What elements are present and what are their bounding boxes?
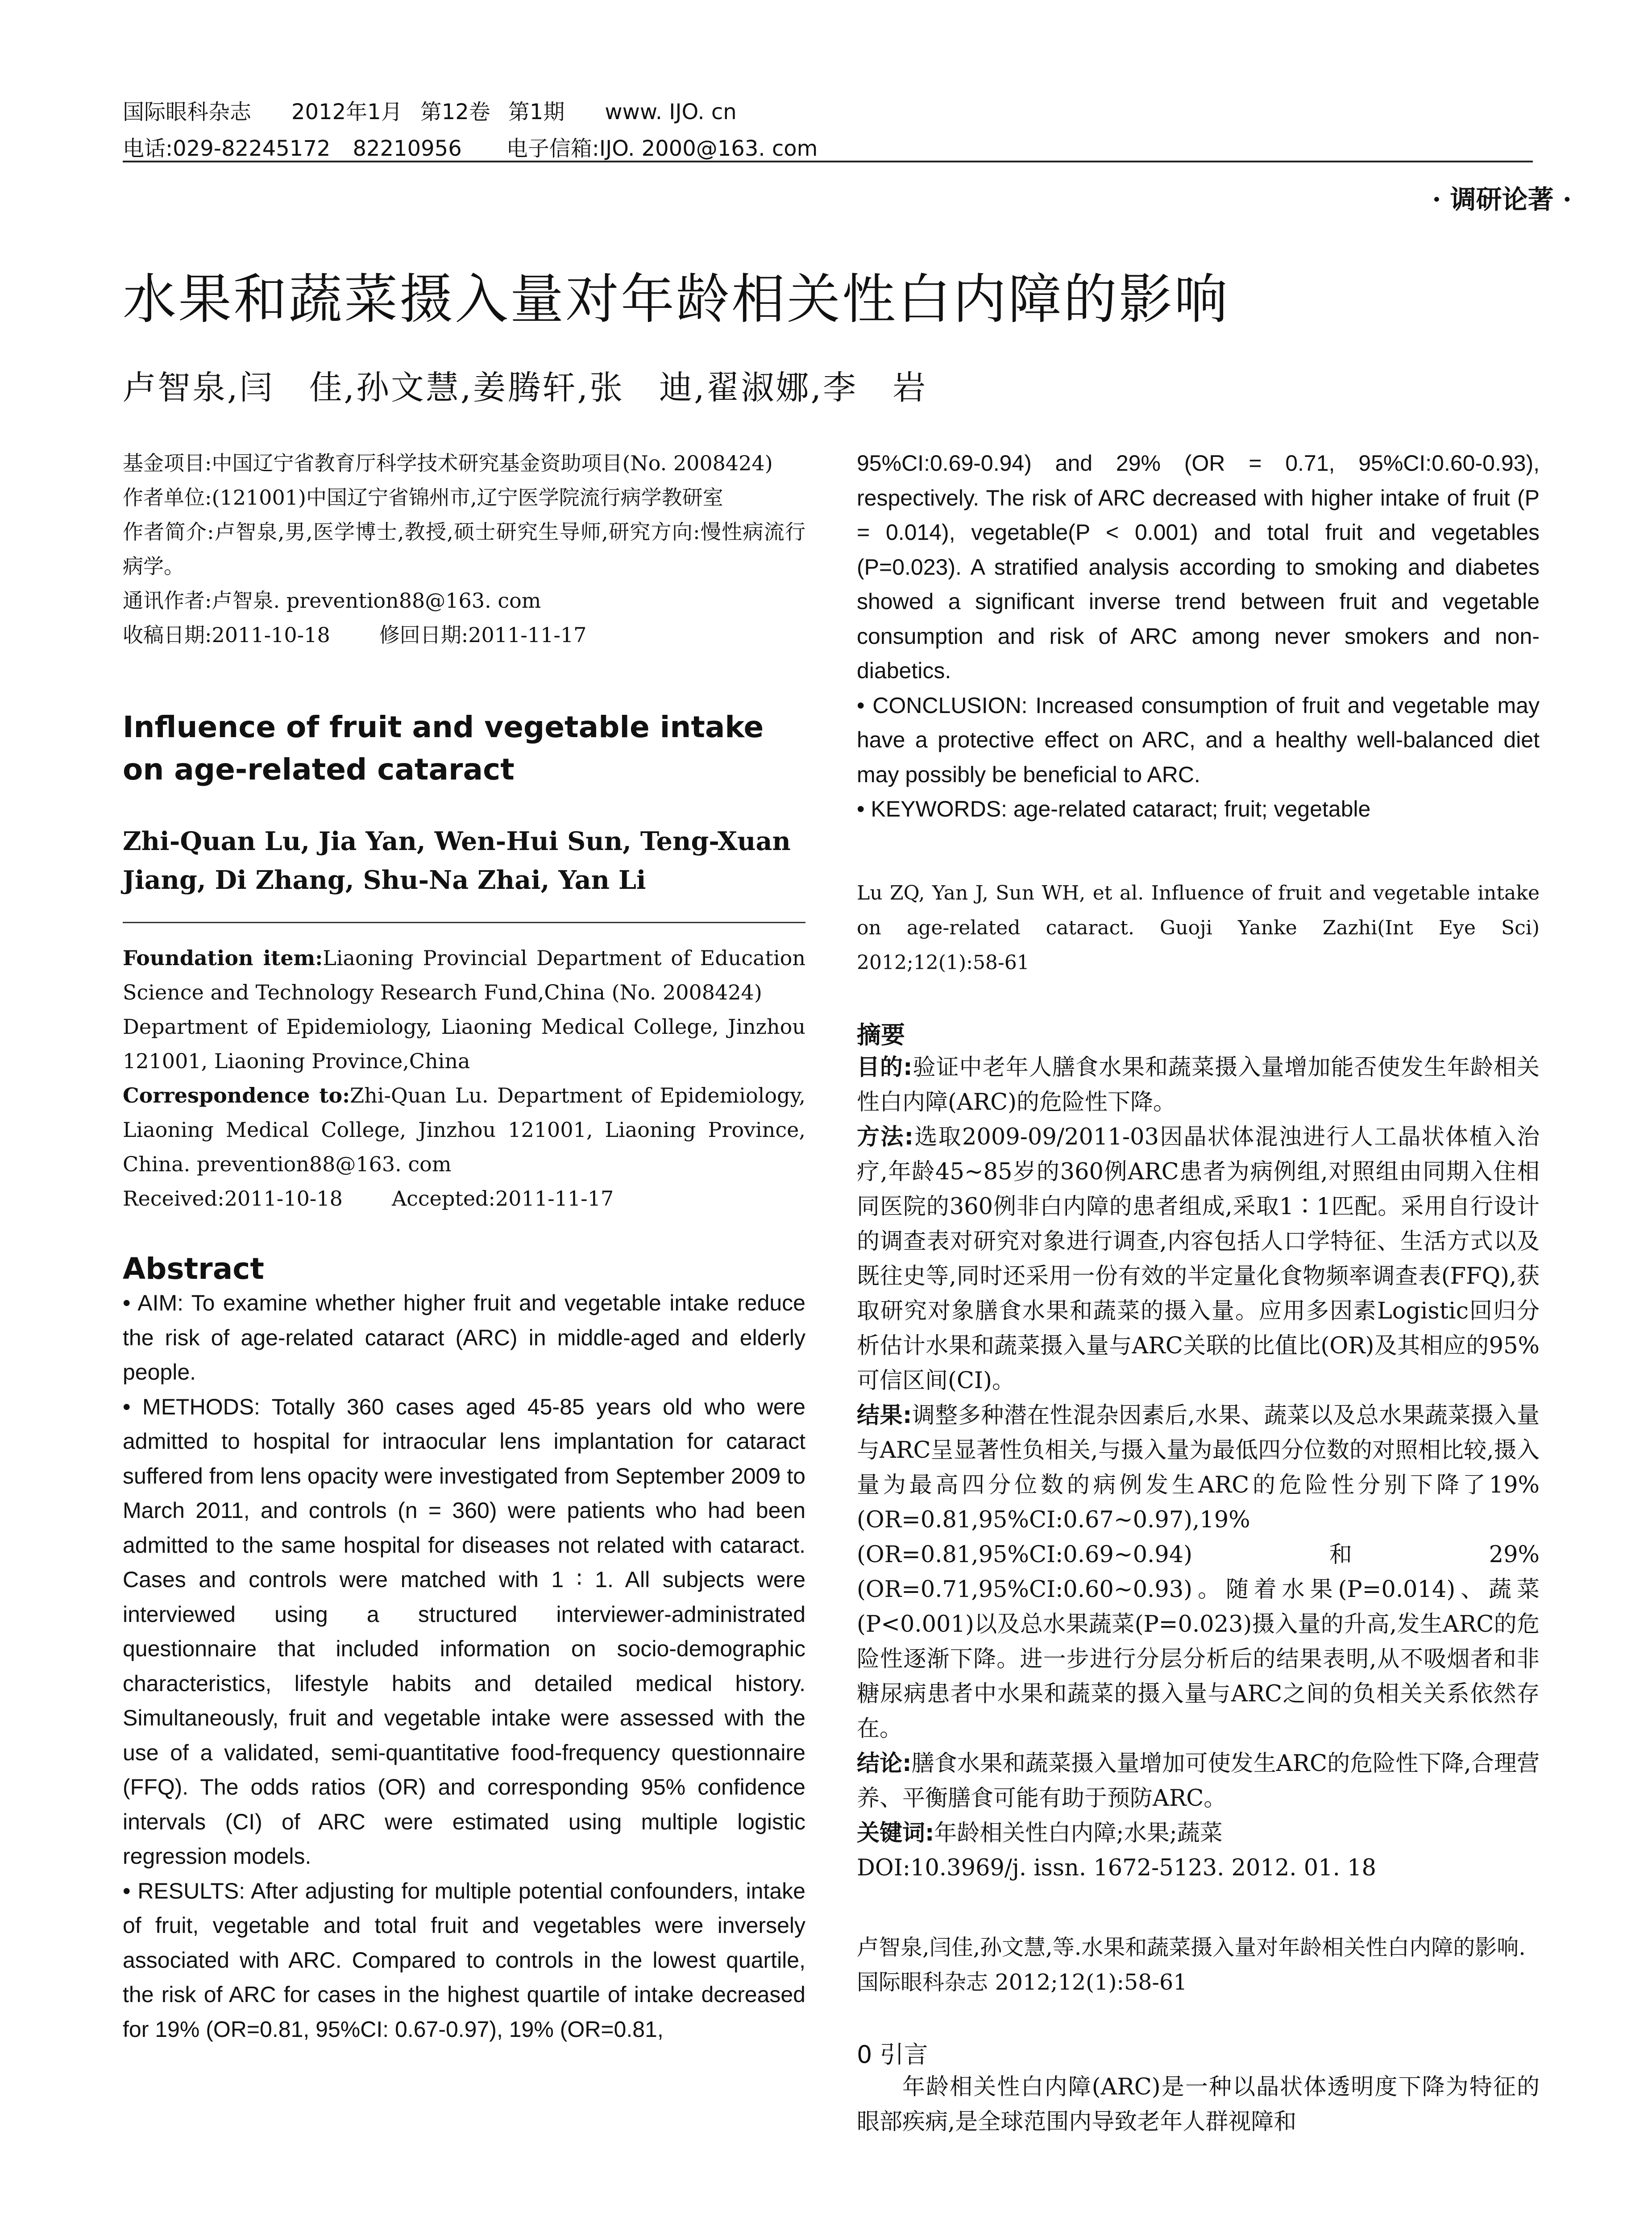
article-title-zh: 水果和蔬菜摄入量对年龄相关性白内障的影响 (123, 269, 1229, 331)
revised-zh: 修回日期:2011-11-17 (379, 623, 587, 647)
email: 电子信箱:IJO. 2000@163. com (506, 136, 818, 161)
intro-text: 年龄相关性白内障(ARC)是一种以晶状体透明度下降为特征的眼部疾病,是全球范围内导致老年人群视障和 (857, 2073, 1540, 2135)
abstract-keywords: • KEYWORDS: age-related cataract; fruit; vegetable (857, 796, 1371, 821)
accepted-en: Accepted:2011-11-17 (391, 1186, 614, 1211)
correspondence-text: Zhi-Quan Lu. Department of Epidemiology, Liaoning Medical College, Jinzhou 121001, Liaoning Province, China. prevention88@163. com (123, 1083, 806, 1176)
phone: 电话:029-82245172 (123, 136, 331, 161)
keywords-zh: 年龄相关性白内障;水果;蔬菜 (934, 1820, 1223, 1846)
abstract-aim: • AIM: To examine whether higher fruit and vegetable intake reduce the risk of age-related cataract (ARC) in middle-aged and elderly people. (123, 1290, 805, 1385)
article-meta-zh (123, 446, 805, 652)
article-title-en: Influence of fruit and vegetable intake on age-related cataract (123, 710, 764, 787)
section-label: · 调研论著 · (1432, 184, 1572, 215)
affiliation-zh: 作者单位:(121001)中国辽宁省锦州市,辽宁医学院流行病学教研室 (123, 485, 723, 510)
left-column (123, 446, 805, 2047)
received-en: Received:2011-10-18 (123, 1186, 343, 1211)
conclusion-label-zh: 结论: (857, 1750, 912, 1777)
correspondence-zh: 通讯作者:卢智泉. prevention88@163. com (123, 589, 541, 613)
citation-zh: 卢智泉,闫佳,孙文慧,等.水果和蔬菜摄入量对年龄相关性白内障的影响.国际眼科杂志 2012;12(1):58-61 (857, 1934, 1526, 1995)
volume: 第12卷 (420, 100, 490, 124)
abstract-zh-heading: 摘要 (857, 1020, 905, 1049)
keywords-label-zh: 关键词: (857, 1820, 934, 1846)
header-divider (123, 161, 1533, 162)
abstract-en (123, 1286, 805, 2047)
results-label-zh: 结果: (857, 1402, 912, 1429)
foundation-block (123, 941, 805, 1216)
abstract-zh (857, 1050, 1540, 1886)
abstract-results-part1: • RESULTS: After adjusting for multiple potential confounders, intake of fruit, vegetable and total fruit and vegetables were inversely associated with ARC. Compared to controls in the lowest quartile, the risk of ARC for cases in the highest quartile of intake decreased for 19% (OR=0.81, 95%CI: 0.67-0.97), 19% (OR=0.81, (123, 1878, 805, 2042)
issue-date: 2012年1月 (291, 100, 403, 124)
foundation-label: Foundation item: (123, 946, 323, 970)
website: www. IJO. cn (605, 100, 737, 124)
methods-zh: 选取2009-09/2011-03因晶状体混浊进行人工晶状体植入治疗,年龄45~85岁的360例ARC患者为病例组,对照组由同期入住相同医院的360例非白内障的患者组成,采取1∶1匹配。采用自行设计的调查表对研究对象进行调查,内容包括人口学特征、生活方式以及既往史等,同时还采用一份有效的半定量化食物频率调查表(FFQ),获取研究对象膳食水果和蔬菜的摄入量。应用多因素Logistic回归分析估计水果和蔬菜摄入量与ARC关联的比值比(OR)及其相应的95%可信区间(CI)。 (857, 1124, 1540, 1394)
journal-name: 国际眼科杂志 (123, 100, 252, 124)
author-bio-zh: 作者简介:卢智泉,男,医学博士,教授,硕士研究生导师,研究方向:慢性病流行病学。 (123, 520, 805, 578)
citation-en: Lu ZQ, Yan J, Sun WH, et al. Influence of fruit and vegetable intake on age-related cataract. Guoji Yanke Zazhi(Int Eye Sci) 2012;12(1):58-61 (857, 881, 1540, 974)
department-en: Department of Epidemiology, Liaoning Medical College, Jinzhou 121001, Liaoning Province,China (123, 1015, 805, 1073)
right-column (857, 446, 1540, 2140)
issue-number: 第1期 (508, 100, 565, 124)
foundation-text: Liaoning Provincial Department of Education Science and Technology Research Fund,China (No. 2008424) (123, 946, 805, 1004)
fund-zh: 基金项目:中国辽宁省教育厅科学技术研究基金资助项目(No. 2008424) (123, 451, 773, 475)
doi: DOI:10.3969/j. issn. 1672-5123. 2012. 01. 18 (857, 1854, 1376, 1881)
running-header (123, 94, 1528, 167)
authors-en: Zhi-Quan Lu, Jia Yan, Wen-Hui Sun, Teng-Xuan Jiang, Di Zhang, Shu-Na Zhai, Yan Li (123, 826, 791, 895)
correspondence-label: Correspondence to: (123, 1083, 350, 1107)
received-zh: 收稿日期:2011-10-18 (123, 623, 330, 647)
abstract-en-continued (857, 446, 1540, 827)
intro-body (857, 2070, 1540, 2140)
results-zh: 调整多种潜在性混杂因素后,水果、蔬菜以及总水果蔬菜摄入量与ARC呈显著性负相关,与摄入量为最低四分位数的对照相比较,摄入量为最高四分位数的病例发生ARC的危险性分别下降了19%(OR=0.81,95%CI:0.67~0.97),19%(OR=0.81,95%CI:0.69~0.94)和29%(OR=0.71,95%CI:0.60~0.93)。随着水果(P=0.014)、蔬菜(P<0.001)以及总水果蔬菜(P=0.023)摄入量的升高,发生ARC的危险性逐渐下降。进一步进行分层分析后的结果表明,从不吸烟者和非糖尿病患者中水果和蔬菜的摄入量与ARC之间的负相关关系依然存在。 (857, 1402, 1540, 1742)
intro-heading: 0 引言 (857, 2040, 928, 2069)
phone-2: 82210956 (353, 136, 462, 161)
aim-zh: 验证中老年人膳食水果和蔬菜摄入量增加能否使发生年龄相关性白内障(ARC)的危险性下降。 (857, 1054, 1540, 1116)
aim-label-zh: 目的: (857, 1054, 913, 1081)
authors-zh: 卢智泉,闫 佳,孙文慧,姜腾轩,张 迪,翟淑娜,李 岩 (123, 369, 928, 407)
abstract-results-part2: 95%CI:0.69-0.94) and 29% (OR = 0.71, 95%CI:0.60-0.93), respectively. The risk of ARC decreased with higher intake of fruit (P = 0.014), vegetable(P < 0.001) and total fruit and vegetables (P=0.023). A stratified analysis according to smoking and diabetes showed a significant inverse trend between fruit and vegetable consumption and risk of ARC among never smokers and non-diabetics. (857, 451, 1540, 683)
abstract-conclusion: • CONCLUSION: Increased consumption of fruit and vegetable may have a protective effect on ARC, and a healthy well-balanced diet may possibly be beneficial to ARC. (857, 693, 1540, 787)
methods-label-zh: 方法: (857, 1124, 914, 1150)
abstract-heading: Abstract (123, 1252, 264, 1286)
conclusion-zh: 膳食水果和蔬菜摄入量增加可使发生ARC的危险性下降,合理营养、平衡膳食可能有助于预防ARC。 (857, 1750, 1540, 1812)
abstract-methods: • METHODS: Totally 360 cases aged 45-85 years old who were admitted to hospital for intraocular lens implantation for cataract suffered from lens opacity were investigated from September 2009 to March 2011, and controls (n = 360) were patients who had been admitted to the same hospital for diseases not related with cataract. Cases and controls were matched with 1 ∶ 1. All subjects were interviewed using a structured interviewer-administrated questionnaire that included information on socio-demographic characteristics, lifestyle habits and detailed medical history. Simultaneously, fruit and vegetable intake were assessed with the use of a validated, semi-quantitative food-frequency questionnaire (FFQ). The odds ratios (OR) and corresponding 95% confidence intervals (CI) of ARC were estimated using multiple logistic regression models. (123, 1394, 805, 1869)
